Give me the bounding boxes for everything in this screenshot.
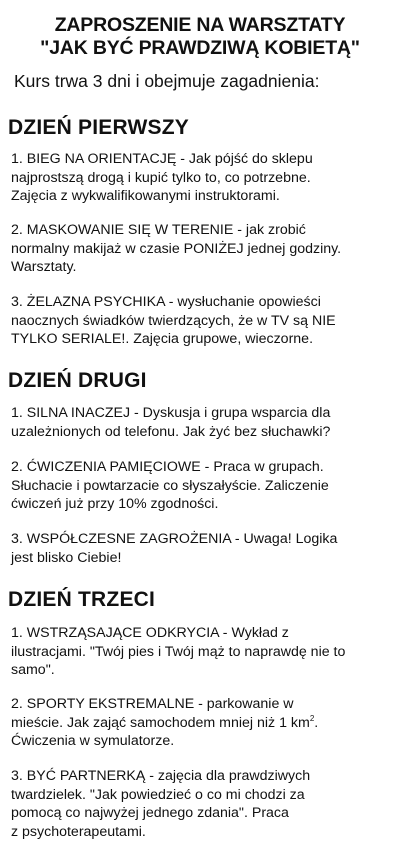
day2-item-1 [11,404,395,441]
day1-item-1-line-3: Zajęcia z wykwalifikowanymi instruktorami. [11,188,280,204]
day3-item-2 [11,695,395,751]
day3-item-3-line-3: pomocą co najwyżej jednego zdania". Praca [11,805,289,821]
day1-heading: DZIEŃ PIERWSZY [8,116,189,139]
day3-item-3-line-2: twardzielek. "Jak powiedzieć o co mi chodzi za [11,786,305,803]
day3-item-2-line-2 [11,714,395,733]
day2-item-1-line-2: uzależnionych od telefonu. Jak żyć bez słuchawki? [11,423,331,440]
day2-item-2 [11,458,395,514]
day3-item-2-line-1: 2. SPORTY EKSTREMALNE - parkowanie w [11,696,294,712]
superscript-two: 2 [309,713,315,723]
day2-item-3-line-1: 3. WSPÓŁCZESNE ZAGROŻENIA - Uwaga! Logika [11,531,338,547]
day3-item-2-line-2-text: mieście. Jak zająć samochodem mniej niż 1 km [11,714,310,731]
day1-item-2-line-2: normalny makijaż w czasie PONIŻEJ jednej godziny. [11,240,342,257]
day2-heading: DZIEŃ DRUGI [8,369,147,392]
day3-item-3-line-1: 3. BYĆ PARTNERKĄ - zajęcia dla prawdziwych [11,768,311,784]
day3-item-2-line-2-end: . [314,714,319,731]
day3-item-1 [11,624,395,680]
day1-item-1 [11,150,395,206]
day2-item-2-line-1: 2. ĆWICZENIA PAMIĘCIOWE - Praca w grupach. [11,459,324,475]
day1-item-3-line-1: 3. ŻELAZNA PSYCHIKA - wysłuchanie opowieści [11,294,321,310]
day2-item-3 [11,530,395,567]
day2-item-1-line-1: 1. SILNA INACZEJ - Dyskusja i grupa wsparcia dla [11,405,331,421]
day1-item-3 [11,293,395,349]
day1-item-2-line-1: 2. MASKOWANIE SIĘ W TERENIE - jak zrobić [11,222,306,238]
intro-text: Kurs trwa 3 dni i obejmuje zagadnienia: [14,71,320,91]
day3-item-1-line-3: samo". [11,662,55,678]
day1-item-3-line-3: TYLKO SERIALE!. Zajęcia grupowe, wieczorne. [11,331,314,347]
day2-item-2-line-2: Słuchacie i powtarzacie co słyszałyście. Zaliczenie [11,477,329,494]
day1-item-2-line-3: Warsztaty. [11,259,77,275]
title-line-2: "JAK BYĆ PRAWDZIWĄ KOBIETĄ" [40,37,360,59]
day1-item-1-line-2: najprostszą drogą i kupić tylko to, co potrzebne. [11,169,311,186]
day3-item-1-line-1: 1. WSTRZĄSAJĄCE ODKRYCIA - Wykład z [11,625,289,641]
day2-item-3-line-2: jest blisko Ciebie! [11,549,122,566]
title-line-1: ZAPROSZENIE NA WARSZTATY [54,14,346,36]
day1-item-2 [11,221,395,277]
day1-item-1-line-1: 1. BIEG NA ORIENTACJĘ - Jak pójść do sklepu [11,151,313,167]
day3-item-1-line-2: ilustracjami. "Twój pies i Twój mąż to naprawdę nie to [11,643,346,660]
day2-item-2-line-3: ćwiczeń już przy 10% zgodności. [11,496,219,512]
day3-item-3 [11,767,395,841]
day3-heading: DZIEŃ TRZECI [8,588,156,611]
day1-item-3-line-2: naocznych świadków twierdzących, że w TV są NIE [11,312,336,329]
day3-item-2-line-3: Ćwiczenia w symulatorze. [11,733,175,749]
day3-item-3-line-4: z psychoterapeutami. [11,823,146,840]
